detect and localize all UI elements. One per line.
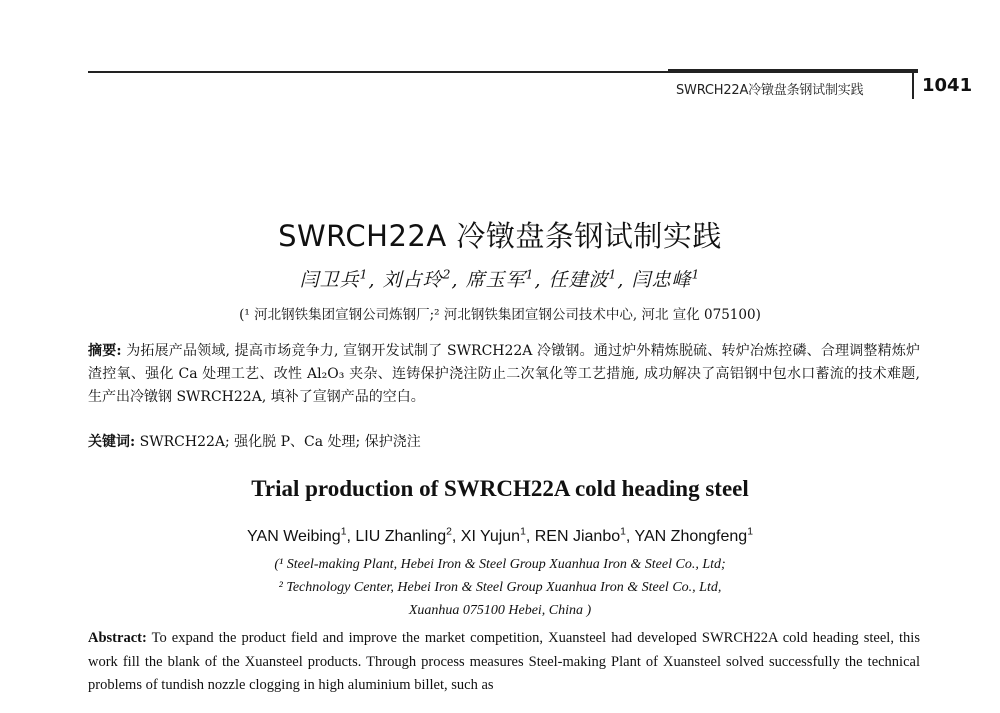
running-head: SWRCH22A冷镦盘条钢试制实践: [676, 83, 864, 98]
en-abstract-text: To expand the product field and improve the market competition, Xuansteel had developed SWRCH22A cold heading steel, this work fill the blank of the Xuansteel products. Through process measures Steel-making Plant of Xuansteel solved successfully the technical problems of tundish nozzle clogging in high aluminium billet, such as: [88, 630, 920, 693]
cn-author-sup: 1: [608, 267, 618, 282]
page-number: 1041: [922, 75, 973, 96]
cn-author: 刘占玲: [382, 269, 443, 291]
en-abstract-label: Abstract:: [88, 630, 147, 646]
en-title: Trial production of SWRCH22A cold heading steel: [251, 476, 749, 501]
cn-keywords-label: 关键词:: [88, 434, 136, 450]
cn-author-sup: 1: [691, 267, 701, 282]
en-author: YAN Weibing: [247, 528, 341, 545]
en-author: YAN Zhongfeng: [634, 528, 748, 545]
en-author-sup: 1: [747, 526, 753, 538]
cn-author: 任建波: [548, 269, 609, 291]
cn-author-sup: 1: [359, 267, 369, 282]
cn-author-sup: 1: [525, 267, 535, 282]
cn-keywords: [88, 431, 920, 454]
en-author-sup: 1: [620, 526, 626, 538]
cn-abstract-text: 为拓展产品领域, 提高市场竞争力, 宣钢开发试制了 SWRCH22A 冷镦钢。通过炉外精炼脱硫、转炉冶炼控磷、合理调整精炼炉渣控氧、强化 Ca 处理工艺、改性 Al₂O₃ 夹杂、连铸保护浇注防止二次氧化等工艺措施, 成功解决了高铝钢中包水口蓄流的技术难题, 生产出冷镦钢 SWRCH22A, 填补了宣钢产品的空白。: [88, 343, 921, 405]
header-separator: [912, 73, 914, 99]
cn-author: 闫忠峰: [631, 269, 692, 291]
en-affiliation-line: Xuanhua 075100 Hebei, China ): [408, 603, 592, 618]
cn-abstract-label: 摘要:: [88, 343, 122, 359]
en-author-sup: 1: [340, 526, 347, 538]
cn-title: SWRCH22A 冷镦盘条钢试制实践: [278, 219, 722, 253]
en-affiliation-line: (¹ Steel-making Plant, Hebei Iron & Steel Group Xuanhua Iron & Steel Co., Ltd;: [274, 557, 726, 572]
cn-authors: 闫卫兵$^1$, 刘占玲$^2$, 席玉军$^1$, 任建波$^1$, 闫忠峰$^1$: [299, 267, 701, 291]
cn-author: 闫卫兵: [299, 269, 360, 291]
en-abstract: [88, 627, 920, 698]
en-affiliation-line: ² Technology Center, Hebei Iron & Steel Group Xuanhua Iron & Steel Co., Ltd,: [278, 580, 722, 595]
en-author: LIU Zhanling: [355, 528, 447, 545]
en-authors: YAN Weibing$^1$, LIU Zhanling$^2$, XI Yujun$^1$, REN Jianbo$^1$, YAN Zhongfeng$^1$: [247, 526, 753, 545]
cn-author: 席玉军: [465, 269, 526, 291]
cn-affiliation: (¹ 河北钢铁集团宣钢公司炼钢厂;² 河北钢铁集团宣钢公司技术中心, 河北 宣化 075100): [239, 307, 761, 323]
en-author-sup: 1: [520, 526, 526, 538]
cn-author-sup: 2: [442, 267, 452, 282]
en-author: XI Yujun: [460, 528, 521, 545]
cn-keywords-text: SWRCH22A; 强化脱 P、Ca 处理; 保护浇注: [139, 434, 421, 450]
en-author: REN Jianbo: [534, 528, 621, 545]
header-rule-accent: [668, 69, 918, 73]
en-author-sup: 2: [446, 526, 452, 538]
cn-abstract: [88, 340, 920, 409]
